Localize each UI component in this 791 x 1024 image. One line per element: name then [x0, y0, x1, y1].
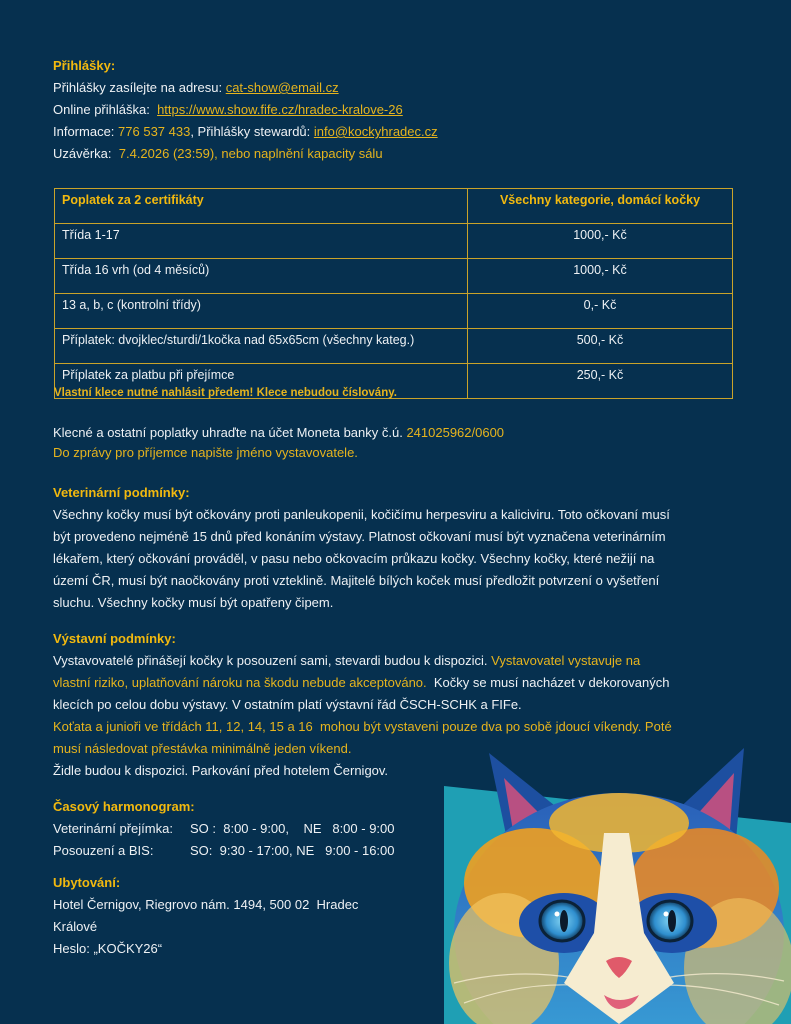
deadline-label: Uzávěrka: [53, 146, 119, 161]
show-kittens-line: musí následovat přestávka minimálně jeden víkend. [53, 741, 352, 756]
show-kittens-line: Koťata a junioři ve třídách 11, 12, 14, 15 a 16 mohou být vystaveni pouze dva po sobě jdoucí víkendy. Poté [53, 719, 672, 734]
show-text: Kočky se musí nacházet v dekorovaných [426, 675, 670, 690]
accommodation-heading: Ubytování: [53, 875, 121, 890]
fee-price: 1000,- Kč [468, 259, 733, 294]
online-registration-link[interactable]: https://www.show.fife.cz/hradec-kralove-26 [157, 102, 403, 117]
vet-line: území ČR, musí být naočkovány proti vzteklině. Majitelé bílých koček musí předložit potvrzení o vyšetření [53, 573, 660, 588]
show-line: klecích po celou dobu výstavy. V ostatním platí výstavní řád ČSCH-SCHK a FIFe. [53, 697, 522, 712]
bank-account: 241025962/0600 [406, 425, 505, 440]
fees-table [54, 188, 733, 399]
registration-address-line [53, 77, 438, 99]
online-registration-line [53, 99, 438, 121]
info-line [53, 121, 438, 143]
schedule-times: SO : 8:00 - 9:00, NE 8:00 - 9:00 [190, 821, 395, 836]
table-row [55, 224, 733, 259]
hotel-password: Heslo: „KOČKY26“ [53, 941, 163, 956]
schedule-label: Posouzení a BIS: [53, 843, 154, 858]
fee-item: Třída 16 vrh (od 4 měsíců) [55, 259, 468, 294]
fee-price: 500,- Kč [468, 329, 733, 364]
vet-line: být provedeno nejméně 15 dnů před konáním výstavy. Platnost očkovaní musí být vyznačena veterinárním [53, 529, 666, 544]
schedule-times: SO: 9:30 - 17:00, NE 9:00 - 16:00 [190, 843, 395, 858]
vet-section [53, 482, 670, 614]
show-line: Židle budou k dispozici. Parkování před hotelem Černigov. [53, 763, 389, 778]
accommodation-section [53, 872, 358, 960]
vet-line: sluchu. Všechny kočky musí být opatřeny čipem. [53, 595, 334, 610]
fee-item: Třída 1-17 [55, 224, 468, 259]
schedule-row [53, 840, 395, 862]
table-row [55, 259, 733, 294]
table-row [55, 294, 733, 329]
payment-message-note: Do zprávy pro příjemce napište jméno vystavovatele. [53, 445, 358, 460]
show-line [53, 672, 672, 694]
schedule-label: Veterinární přejímka: [53, 821, 173, 836]
steward-email-link[interactable]: info@kockyhradec.cz [313, 124, 438, 139]
show-risk-text: Vystavovatel vystavuje na [491, 653, 641, 668]
show-risk-text: vlastní riziko, uplatňování nároku na škodu nebude akceptováno. [53, 675, 427, 690]
hotel-address-line: Králové [53, 919, 98, 934]
fee-price: 250,- Kč [468, 364, 733, 399]
vet-heading: Veterinární podmínky: [53, 485, 190, 500]
deadline-value: 7.4.2026 (23:59), nebo naplnění kapacity sálu [118, 146, 383, 161]
hotel-address-line: Hotel Černigov, Riegrovo nám. 1494, 500 02 Hradec [53, 897, 359, 912]
show-section [53, 628, 672, 782]
schedule-section [53, 796, 395, 862]
vet-line: lékařem, který očkování prováděl, v pasu nebo očkovacím průkazu kočky. Všechny kočky, které nežijí na [53, 551, 655, 566]
fee-item: 13 a, b, c (kontrolní třídy) [55, 294, 468, 329]
payment-line [53, 423, 504, 443]
vet-line: Všechny kočky musí být očkovány proti panleukopenii, kočičímu herpesviru a kaliciviru. Toto očkovaní musí [53, 507, 670, 522]
deadline-line [53, 143, 438, 165]
table-row [55, 329, 733, 364]
cage-note: Vlastní klece nutné nahlásit předem! Klece nebudou číslovány. [54, 387, 397, 399]
online-label: Online přihláška: [53, 102, 158, 117]
fee-item: Příplatek: dvojklec/sturdi/1kočka nad 65x65cm (všechny kateg.) [55, 329, 468, 364]
fee-price: 0,- Kč [468, 294, 733, 329]
header-fee-item: Poplatek za 2 certifikáty [55, 189, 468, 224]
steward-label: , Přihlášky stewardů: [190, 124, 314, 139]
schedule-row [53, 818, 395, 840]
registration-heading: Přihlášky: [53, 58, 116, 73]
registration-section [53, 55, 438, 165]
address-label: Přihlášky zasílejte na adresu: [53, 80, 226, 95]
show-heading: Výstavní podmínky: [53, 631, 176, 646]
show-text: Vystavovatelé přinášejí kočky k posouzení sami, stevardi budou k dispozici. [53, 653, 492, 668]
registration-email-link[interactable]: cat-show@email.cz [225, 80, 339, 95]
payment-section [53, 423, 504, 463]
header-category: Všechny kategorie, domácí kočky [468, 189, 733, 224]
schedule-heading: Časový harmonogram: [53, 799, 195, 814]
info-phone: 776 537 433 [118, 124, 191, 139]
show-line [53, 650, 672, 672]
payment-text: Klecné a ostatní poplatky uhraďte na účet Moneta banky č.ú. [53, 425, 407, 440]
fee-price: 1000,- Kč [468, 224, 733, 259]
fee-item: Příplatek za platbu při přejímce [55, 364, 468, 399]
table-header-row [55, 189, 733, 224]
info-label: Informace: [53, 124, 119, 139]
